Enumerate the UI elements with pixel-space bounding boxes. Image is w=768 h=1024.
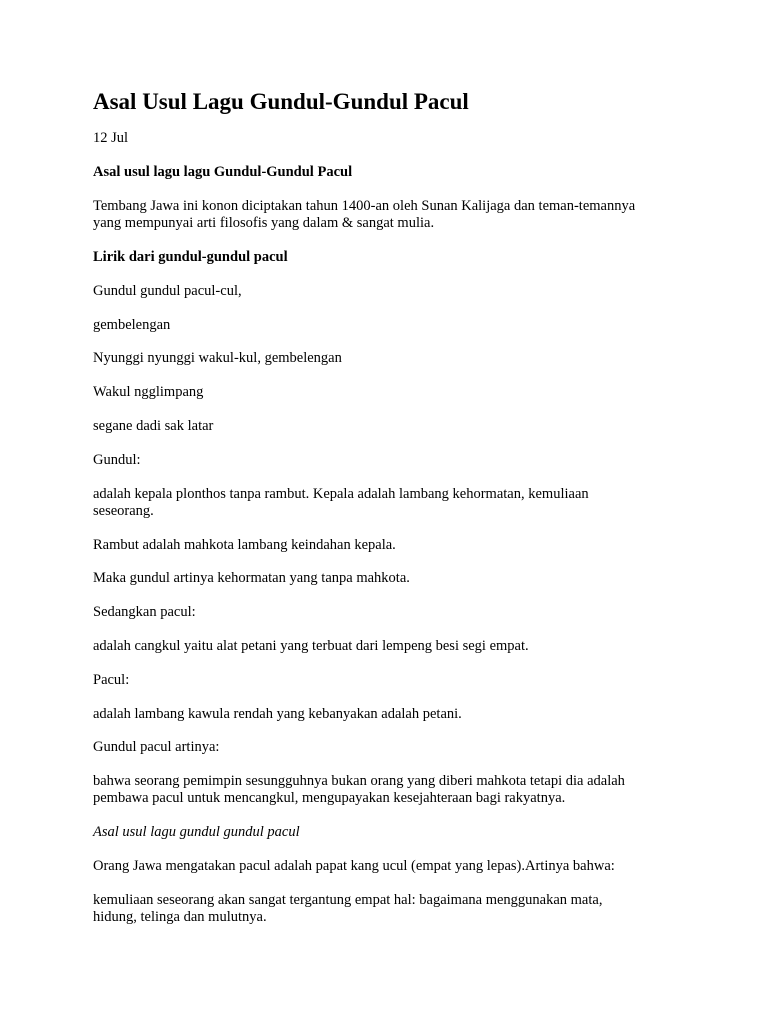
lyric-line: gembelengan [93, 317, 171, 333]
post-date: 12 Jul [93, 130, 129, 146]
gundul-desc-line-2: seseorang. [93, 503, 154, 519]
rambut-paragraph: Rambut adalah mahkota lambang keindahan kepala. [93, 537, 396, 553]
section-heading: Asal usul lagu lagu Gundul-Gundul Pacul [93, 164, 353, 180]
intro-line-2: yang mempunyai arti filosofis yang dalam & sangat mulia. [93, 215, 435, 231]
gundul-pacul-desc-line-2: pembawa pacul untuk mencangkul, mengupayakan kesejahteraan bagi rakyatnya. [93, 790, 566, 806]
maka-paragraph: Maka gundul artinya kehormatan yang tanpa mahkota. [93, 570, 410, 586]
pacul-desc: adalah lambang kawula rendah yang kebanyakan adalah petani. [93, 706, 462, 722]
kemuliaan-line-1: kemuliaan seseorang akan sangat tergantung empat hal: bagaimana menggunakan mata, [93, 892, 603, 908]
lyrics-heading: Lirik dari gundul-gundul pacul [93, 249, 288, 265]
gundul-desc-line-1: adalah kepala plonthos tanpa rambut. Kepala adalah lambang kehormatan, kemuliaan [93, 486, 589, 502]
orang-jawa-paragraph: Orang Jawa mengatakan pacul adalah papat kang ucul (empat yang lepas).Artinya bahwa: [93, 858, 615, 874]
sedangkan-label: Sedangkan pacul: [93, 604, 196, 620]
lyric-line: Nyunggi nyunggi wakul-kul, gembelengan [93, 350, 342, 366]
gundul-label: Gundul: [93, 452, 141, 468]
document-title: Asal Usul Lagu Gundul-Gundul Pacul [93, 89, 469, 114]
gundul-pacul-desc-line-1: bahwa seorang pemimpin sesungguhnya bukan orang yang diberi mahkota tetapi dia adalah [93, 773, 625, 789]
lyric-line: Wakul ngglimpang [93, 384, 204, 400]
pacul-label: Pacul: [93, 672, 130, 688]
gundul-pacul-label: Gundul pacul artinya: [93, 739, 220, 755]
italic-heading: Asal usul lagu gundul gundul pacul [93, 824, 300, 840]
kemuliaan-line-2: hidung, telinga dan mulutnya. [93, 909, 267, 925]
lyric-line: segane dadi sak latar [93, 418, 214, 434]
lyric-line: Gundul gundul pacul-cul, [93, 283, 242, 299]
cangkul-paragraph: adalah cangkul yaitu alat petani yang terbuat dari lempeng besi segi empat. [93, 638, 529, 654]
intro-line-1: Tembang Jawa ini konon diciptakan tahun 1400-an oleh Sunan Kalijaga dan teman-temannya [93, 198, 636, 214]
